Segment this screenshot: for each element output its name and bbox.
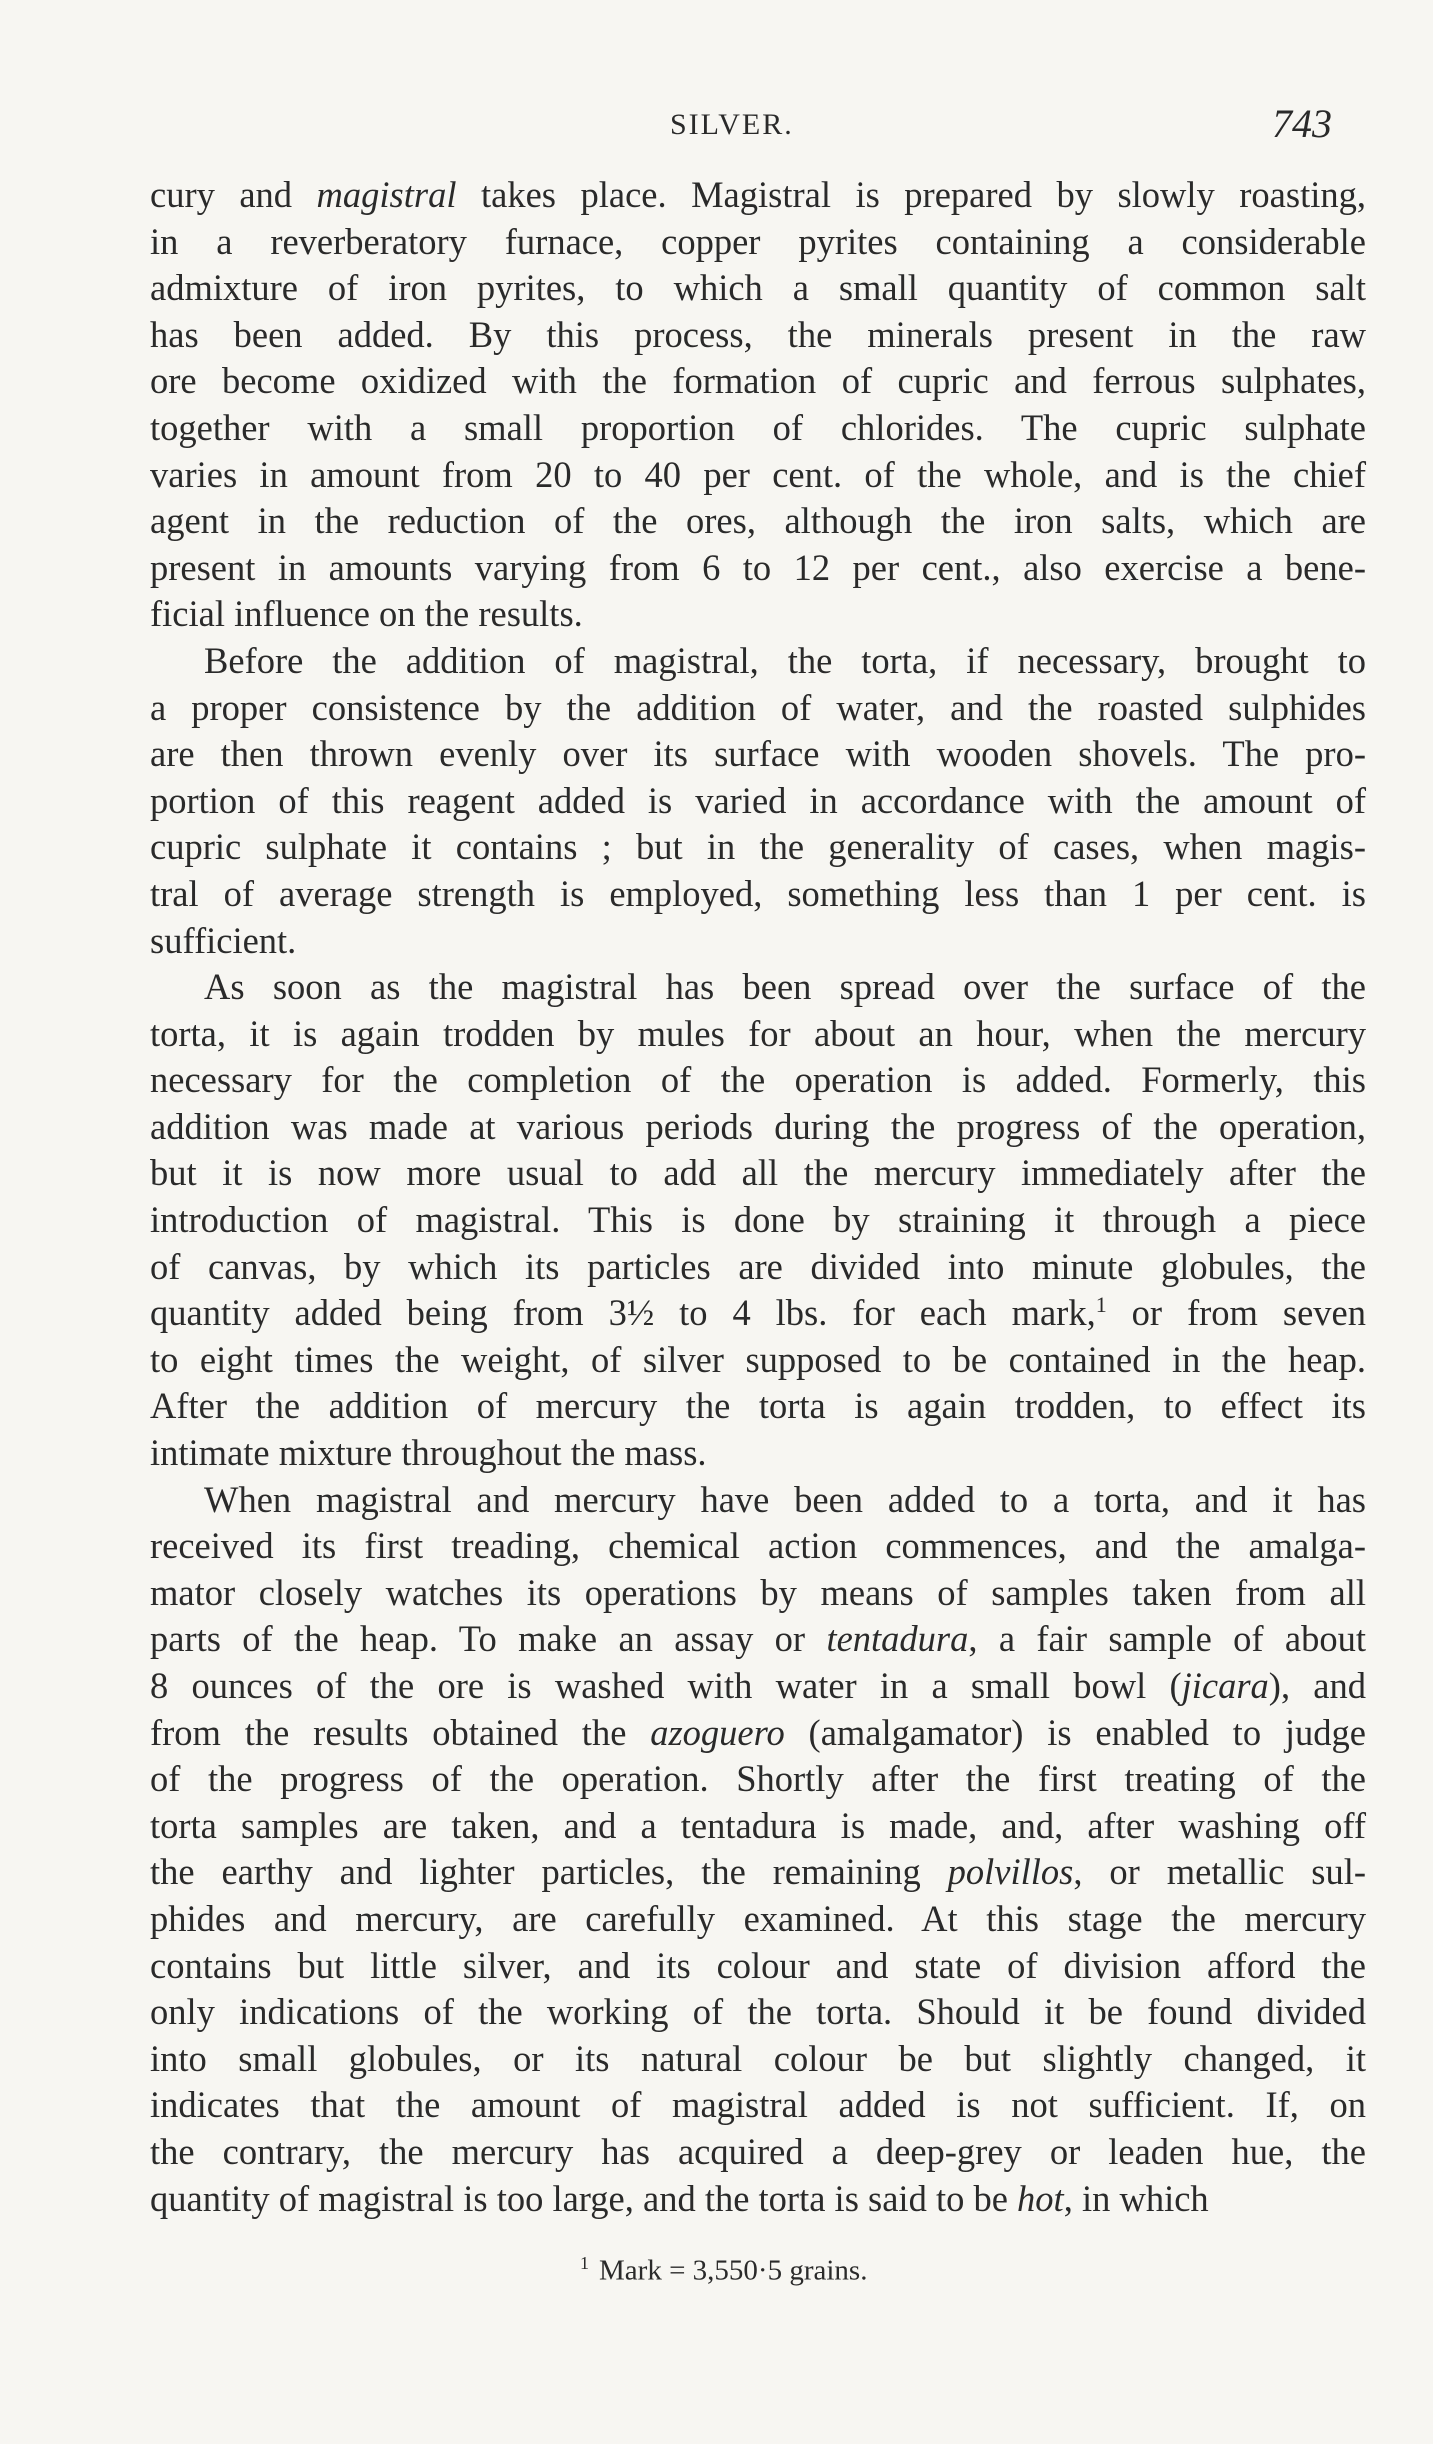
text-line: 8 ounces of the ore is washed with water in a small bowl (jicara), and xyxy=(150,1665,1366,1706)
body-text xyxy=(150,172,1366,2222)
text-line: torta, it is again trodden by mules for about an hour, when the mercury xyxy=(150,1012,1366,1054)
paragraph xyxy=(150,172,1366,638)
italic-term: jicara xyxy=(1181,1665,1269,1706)
page-number: 743 xyxy=(1272,101,1332,146)
text-line: but it is now more usual to add all the mercury immediately after the xyxy=(150,1152,1366,1194)
text-line: are then thrown evenly over its surface with wooden shovels. The pro- xyxy=(150,733,1366,775)
footnote xyxy=(580,2253,1080,2288)
paragraph xyxy=(150,1477,1366,2223)
text-line: of the progress of the operation. Shortly after the first treating of the xyxy=(150,1758,1366,1800)
text-line: received its first treading, chemical action commences, and the amalga- xyxy=(150,1525,1366,1567)
text-line: present in amounts varying from 6 to 12 per cent., also exercise a bene- xyxy=(150,546,1366,588)
text-line: a proper consistence by the addition of water, and the roasted sulphides xyxy=(150,686,1366,728)
italic-term: azoguero xyxy=(650,1711,785,1753)
text-line: together with a small proportion of chlorides. The cupric sulphate xyxy=(150,406,1366,448)
text-line: tral of average strength is employed, something less than 1 per cent. is xyxy=(150,872,1366,914)
text-line: cury and magistral takes place. Magistral is prepared by slowly roasting, xyxy=(150,174,1366,215)
text-line: cupric sulphate it contains ; but in the generality of cases, when magis- xyxy=(150,826,1366,868)
text-line: ore become oxidized with the formation of cupric and ferrous sulphates, xyxy=(150,360,1366,402)
text-line: indicates that the amount of magistral added is not sufficient. If, on xyxy=(150,2084,1366,2126)
text-line: the earthy and lighter particles, the remaining polvillos, or metallic sul- xyxy=(150,1851,1366,1893)
text-line: sufficient. xyxy=(150,919,297,961)
text-line: only indications of the working of the torta. Should it be found divided xyxy=(150,1991,1366,2033)
text-line: intimate mixture throughout the mass. xyxy=(150,1432,707,1474)
text-line: into small globules, or its natural colour be but slightly changed, it xyxy=(150,2037,1366,2079)
text-line: necessary for the completion of the operation is added. Formerly, this xyxy=(150,1059,1366,1101)
page-header xyxy=(0,100,1433,160)
text-line: quantity of magistral is too large, and the torta is said to be hot, in which xyxy=(150,2177,1209,2219)
text-line: portion of this reagent added is varied in accordance with the amount of xyxy=(150,779,1366,821)
text-line: of canvas, by which its particles are divided into minute globules, the xyxy=(150,1245,1366,1287)
text-line: introduction of magistral. This is done by straining it through a piece xyxy=(150,1199,1366,1241)
text-line: contains but little silver, and its colour and state of division afford the xyxy=(150,1944,1366,1986)
text-line: addition was made at various periods during the progress of the operation, xyxy=(150,1105,1366,1147)
italic-term: magistral xyxy=(316,174,457,215)
text-line: from the results obtained the azoguero (amalgamator) is enabled to judge xyxy=(150,1711,1366,1753)
text-line: has been added. By this process, the minerals present in the raw xyxy=(150,313,1366,355)
text-line: the contrary, the mercury has acquired a deep-grey or leaden hue, the xyxy=(150,2130,1366,2172)
text-line: phides and mercury, are carefully examined. At this stage the mercury xyxy=(150,1897,1366,1939)
italic-term: polvillos xyxy=(947,1851,1074,1893)
text-line: torta samples are taken, and a tentadura is made, and, after washing off xyxy=(150,1804,1366,1846)
italic-term: tentadura xyxy=(826,1618,969,1660)
text-line: When magistral and mercury have been added to a torta, and it has xyxy=(204,1478,1366,1520)
running-title: SILVER. xyxy=(670,108,794,141)
text-line: admixture of iron pyrites, to which a small quantity of common salt xyxy=(150,267,1366,309)
text-line: ficial influence on the results. xyxy=(150,593,583,635)
footnote-marker: 1 xyxy=(580,2253,589,2273)
text-line: to eight times the weight, of silver supposed to be contained in the heap. xyxy=(150,1338,1366,1380)
paragraph xyxy=(150,638,1366,964)
text-line: parts of the heap. To make an assay or tentadura, a fair sample of about xyxy=(150,1618,1366,1660)
italic-term: hot xyxy=(1017,2177,1064,2219)
text-line: As soon as the magistral has been spread over the surface of the xyxy=(204,966,1366,1008)
text-line: mator closely watches its operations by means of samples taken from all xyxy=(150,1571,1366,1613)
footnote-reference: 1 xyxy=(1095,1292,1107,1318)
text-line: After the addition of mercury the torta is again trodden, to effect its xyxy=(150,1385,1366,1427)
text-line: in a reverberatory furnace, copper pyrites containing a considerable xyxy=(150,220,1366,262)
text-line: agent in the reduction of the ores, although the iron salts, which are xyxy=(150,500,1366,542)
footnote-text: Mark = 3,550·5 grains. xyxy=(599,2254,868,2287)
paragraph xyxy=(150,964,1366,1477)
text-line: varies in amount from 20 to 40 per cent. of the whole, and is the chief xyxy=(150,453,1366,495)
text-line: quantity added being from 3½ to 4 lbs. for each mark,$^1$ or from seven xyxy=(150,1292,1366,1334)
text-line: Before the addition of magistral, the torta, if necessary, brought to xyxy=(204,639,1366,681)
